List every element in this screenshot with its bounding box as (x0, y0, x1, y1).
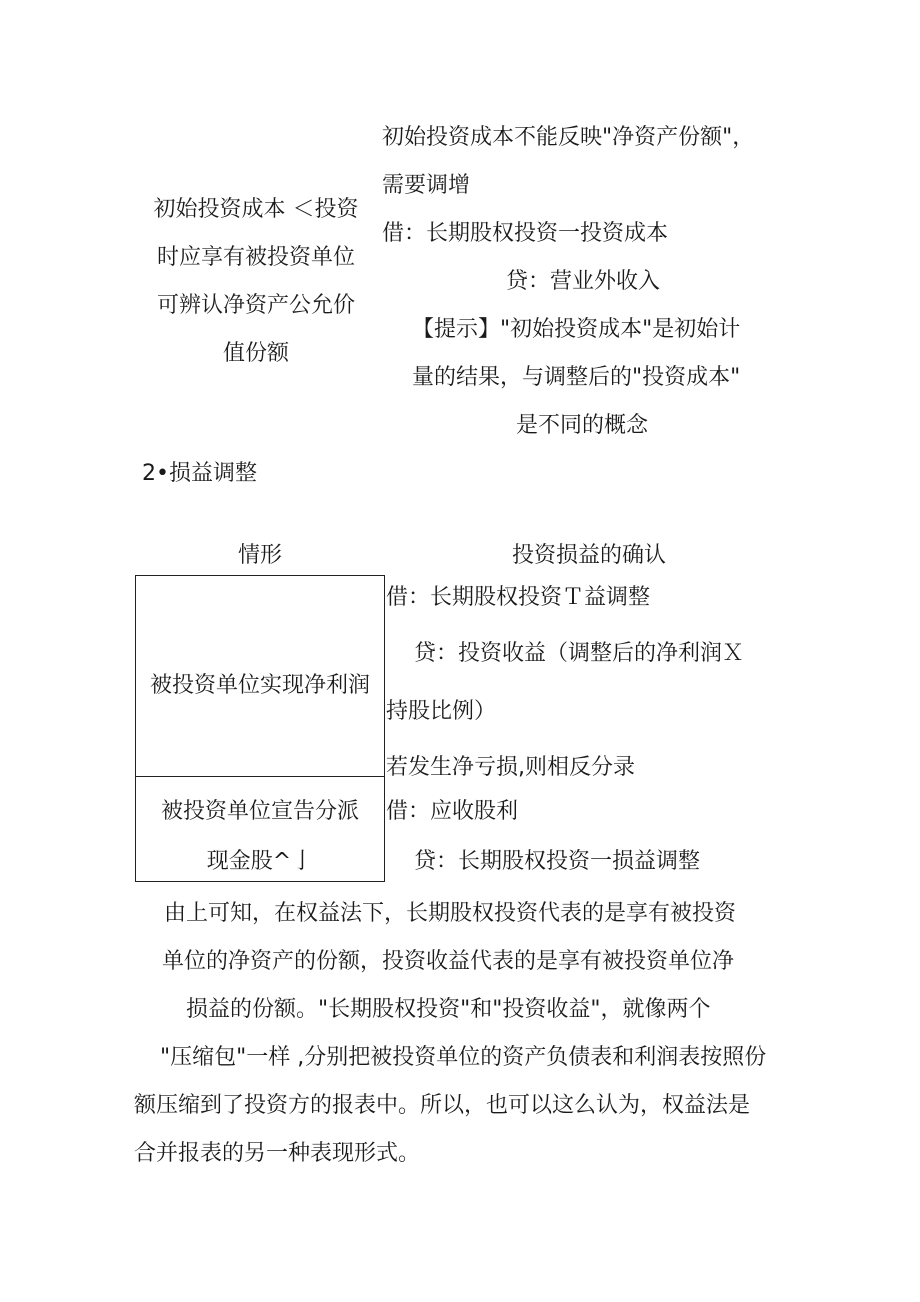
row2-debit-entry: 借：应收股利 (386, 799, 519, 824)
situation-row-2-line-1: 被投资单位宣告分派 (160, 799, 359, 824)
row1-debit-entry: 借：长期股权投资Ｔ益调整 (386, 585, 651, 610)
treatment-line-1: 初始投资成本不能反映"净资产份额"， (382, 125, 755, 150)
condition-line-4: 值份额 (222, 341, 289, 366)
table-header-situation: 情形 (237, 543, 282, 568)
condition-line-1: 初始投资成本 ＜投资 (153, 197, 359, 222)
paragraph-line-4: "压缩包"一样 ,分别把被投资单位的资产负债表和利润表按照份 (160, 1045, 767, 1070)
row1-credit-entry: 贷：投资收益（调整后的净利润Ｘ (414, 641, 745, 666)
credit-entry-line: 贷：营业外收入 (506, 269, 661, 294)
tip-line-3: 是不同的概念 (516, 413, 649, 438)
row1-credit-entry-cont: 持股比例） (386, 699, 497, 724)
row1-loss-note: 若发生净亏损,则相反分录 (386, 755, 635, 780)
condition-line-3: 可辨认净资产公允价 (156, 293, 355, 318)
situation-row-2-line-2: 现金股^亅 (206, 849, 314, 874)
table-header-recognition: 投资损益的确认 (512, 543, 667, 568)
paragraph-line-1: 由上可知，在权益法下，长期股权投资代表的是享有被投资 (164, 901, 737, 926)
paragraph-line-5: 额压缩到了投资方的报表中。所以，也可以这么认为，权益法是 (134, 1093, 751, 1118)
tip-line-1: 【提示】"初始投资成本"是初始计 (412, 317, 741, 342)
debit-entry-line: 借：长期股权投资一投资成本 (382, 221, 669, 246)
paragraph-line-2: 单位的净资产的份额，投资收益代表的是享有被投资单位净 (162, 949, 735, 974)
situation-row-1: 被投资单位实现净利润 (149, 673, 370, 698)
tip-line-2: 量的结果，与调整后的"投资成本" (412, 365, 741, 390)
paragraph-line-6: 合并报表的另一种表现形式。 (134, 1141, 421, 1166)
section-heading: 2•损益调整 (142, 461, 257, 486)
row2-credit-entry: 贷：长期股权投资一损益调整 (414, 849, 701, 874)
situation-column-frame (135, 575, 385, 882)
paragraph-line-3: 损益的份额。"长期股权投资"和"投资收益"，就像两个 (186, 997, 711, 1022)
row-divider (135, 776, 384, 777)
condition-line-2: 时应享有被投资单位 (156, 245, 355, 270)
treatment-line-2: 需要调增 (382, 173, 471, 198)
